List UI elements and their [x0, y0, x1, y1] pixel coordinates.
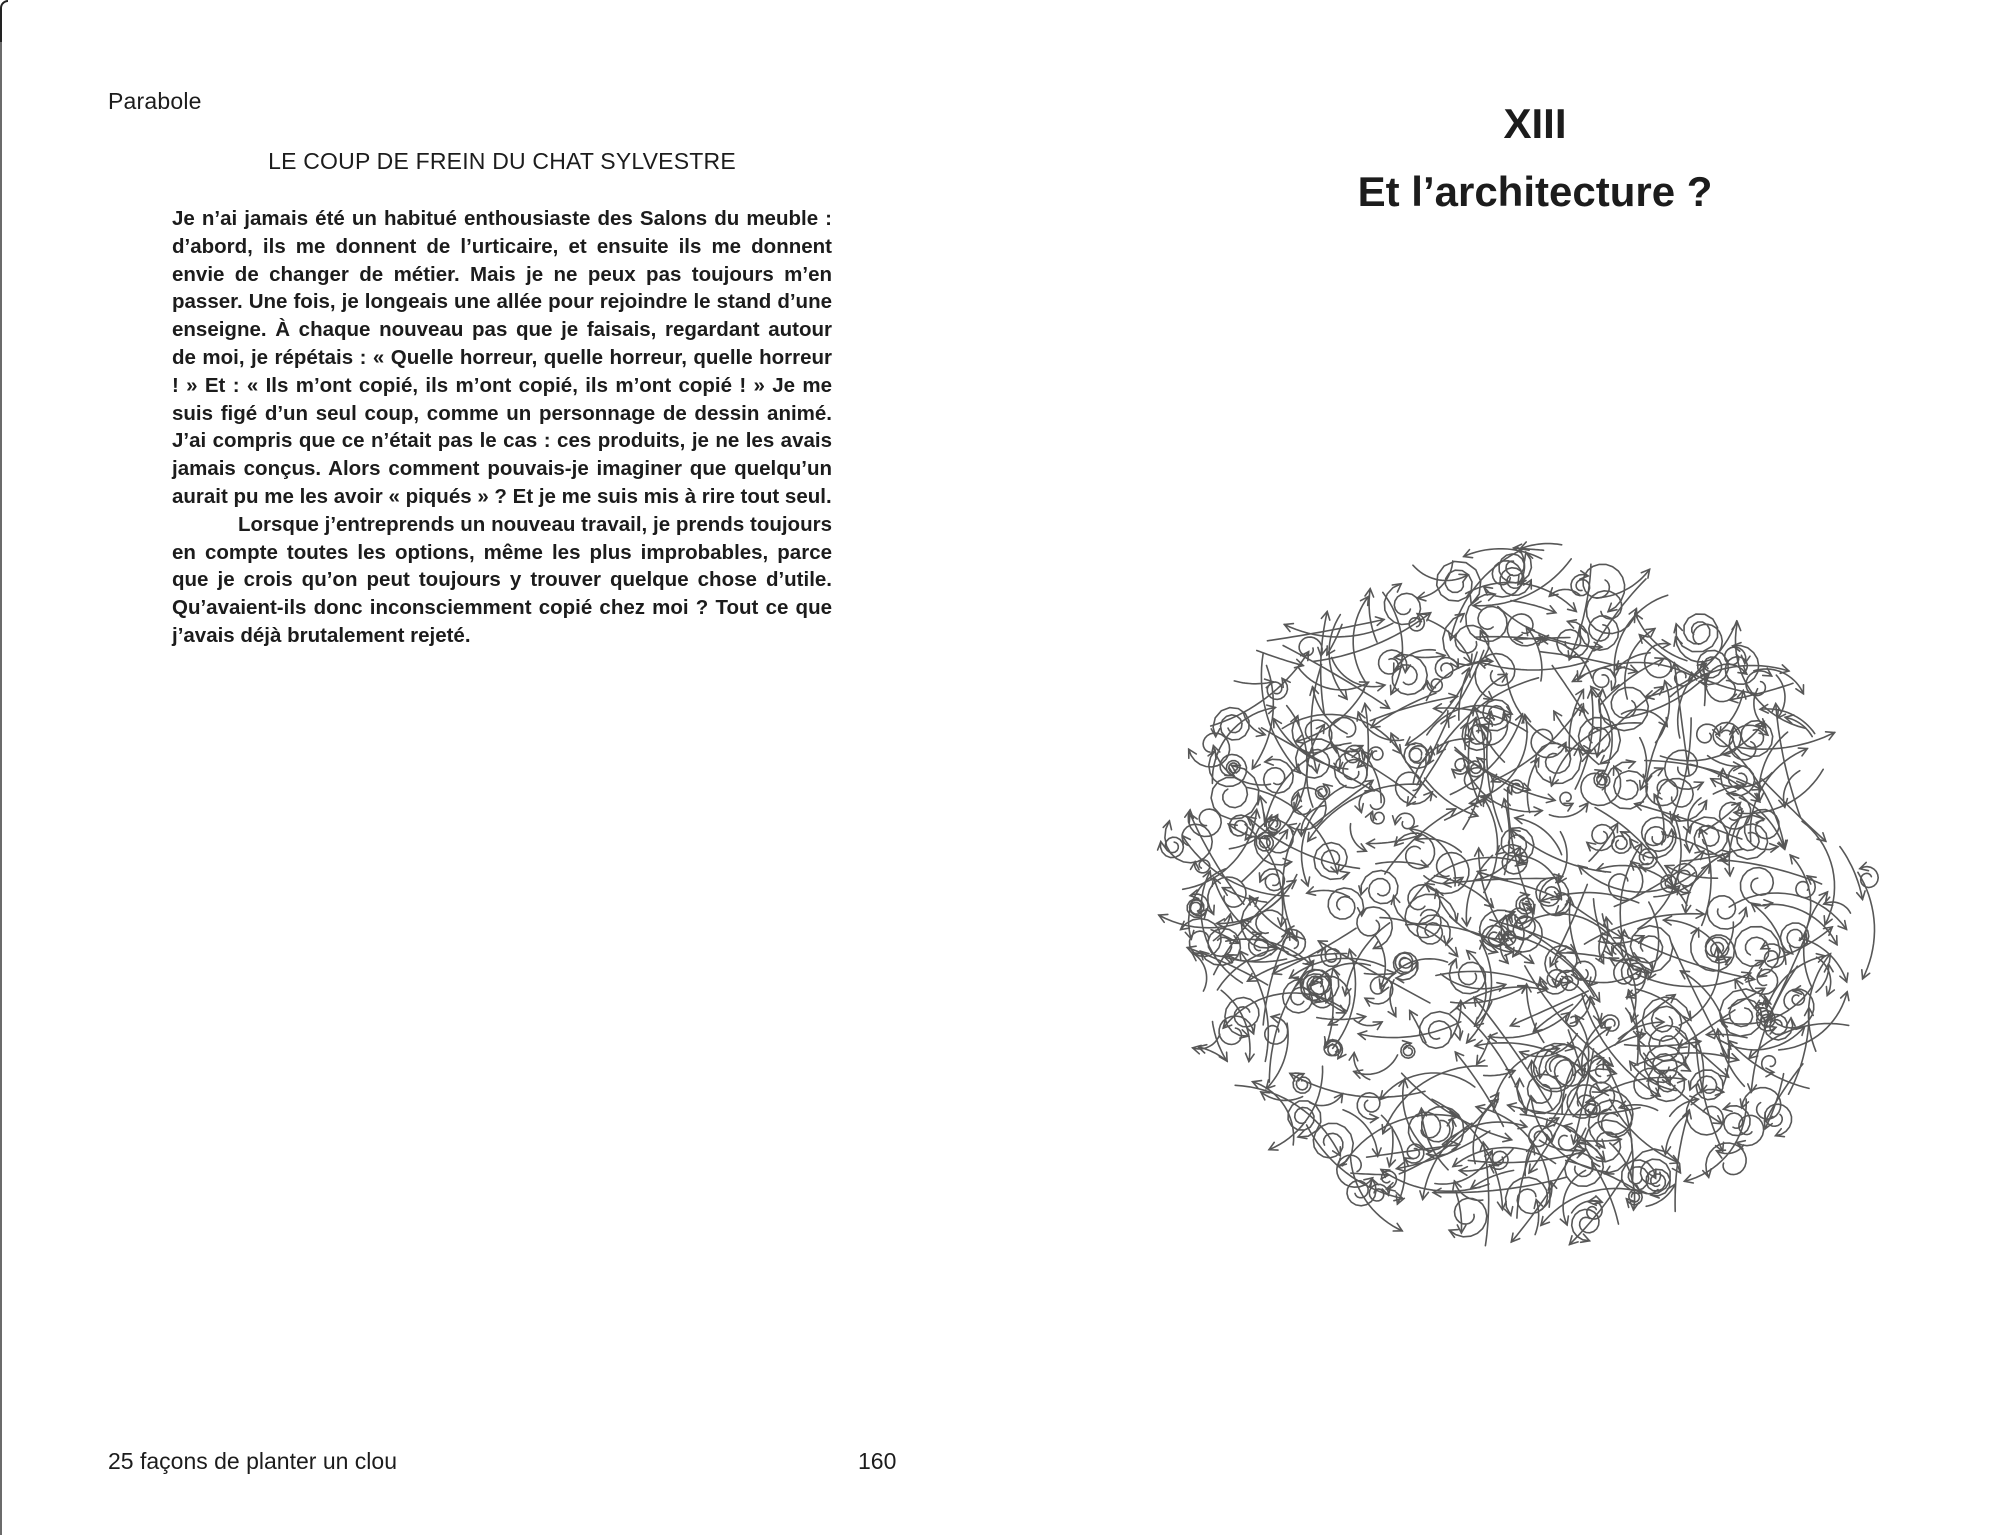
arrow-stroke — [1350, 1156, 1402, 1231]
arrow-stroke — [1353, 597, 1368, 682]
arrow-stroke — [1511, 601, 1556, 613]
arrow-stroke — [1445, 796, 1489, 821]
arrow-stroke — [1654, 794, 1664, 844]
arrow-stroke — [1476, 1107, 1550, 1207]
arrowhead — [1646, 629, 1655, 637]
arrow-stroke — [1645, 827, 1673, 852]
arrow-stroke — [1371, 693, 1436, 728]
arrow-stroke — [1741, 868, 1774, 906]
arrow-stroke — [1642, 997, 1691, 1041]
arrow-stroke — [1520, 544, 1562, 549]
arrow-stroke — [1307, 890, 1350, 897]
story-title: LE COUP DE FREIN DU CHAT SYLVESTRE — [268, 148, 736, 174]
arrow-stroke — [1413, 565, 1468, 580]
arrow-stroke — [1475, 654, 1515, 700]
arrow-stroke — [1449, 959, 1485, 994]
arrow-stroke — [1354, 1055, 1398, 1074]
arrowhead — [1626, 760, 1635, 768]
arrowhead — [1739, 908, 1747, 917]
arrow-stroke — [1380, 1073, 1475, 1100]
arrowhead — [1308, 832, 1316, 841]
arrow-stroke — [1234, 681, 1273, 684]
paragraph: Lorsque j’entreprends un nouveau travail, je prends toujours en compte toutes les options, même les plus improbables, parce que je crois qu’on peut toujours y trouver quelque chose d’utile. Qu’avaient-ils donc inconsciemment copié chez moi ? Tout ce que j’avais déjà brutalement rejeté. — [172, 512, 832, 647]
arrow-stroke — [1515, 925, 1600, 1001]
arrow-stroke — [1389, 1127, 1393, 1166]
right-page — [1000, 0, 2000, 1535]
arrow-stroke — [1449, 1198, 1487, 1237]
arrowhead — [1454, 1031, 1462, 1040]
body-text — [172, 205, 832, 650]
arrow-stroke — [1404, 1144, 1423, 1163]
arrowhead — [1581, 1234, 1590, 1242]
arrow-stroke — [1423, 1123, 1472, 1199]
arrow-stroke — [1761, 944, 1785, 967]
arrowhead — [1471, 1180, 1480, 1188]
arrow-stroke — [1581, 1139, 1621, 1141]
swirling-arrows-illustration — [1150, 535, 1885, 1255]
arrow-strokes — [1158, 542, 1879, 1246]
arrow-stroke — [1471, 1170, 1514, 1188]
arrow-stroke — [1364, 973, 1395, 974]
footer-book-title: 25 façons de planter un clou — [108, 1448, 397, 1474]
arrow-stroke — [1802, 821, 1835, 925]
arrow-stroke — [1314, 843, 1349, 880]
arrowhead — [1668, 1184, 1676, 1193]
arrow-stroke — [1479, 661, 1589, 670]
arrowhead — [1824, 897, 1833, 905]
arrow-stroke — [1337, 1155, 1373, 1187]
arrow-stroke — [1675, 1110, 1689, 1211]
arrow-stroke — [1684, 1099, 1746, 1181]
arrowhead — [1366, 811, 1374, 820]
arrow-stroke — [1324, 1040, 1342, 1059]
arrow-stroke — [1283, 646, 1389, 709]
arrow-stroke — [1299, 637, 1322, 656]
arrow-stroke — [1587, 825, 1614, 851]
arrowhead — [1359, 886, 1367, 895]
arrow-stroke — [1328, 888, 1363, 919]
arrow-stroke — [1188, 809, 1221, 836]
arrow-stroke — [1552, 666, 1584, 713]
arrow-stroke — [1676, 614, 1717, 652]
page-number: 160 — [858, 1448, 897, 1474]
arrow-stroke — [1321, 612, 1328, 716]
arrow-stroke — [1571, 575, 1590, 596]
arrowhead — [1450, 914, 1458, 923]
arrow-stroke — [1415, 655, 1445, 657]
arrowhead — [1298, 1130, 1307, 1138]
arrowhead — [1487, 592, 1496, 600]
arrow-stroke — [1376, 862, 1428, 867]
arrowhead — [1357, 844, 1366, 852]
arrowhead — [1787, 1018, 1796, 1026]
arrow-stroke — [1675, 663, 1690, 775]
arrow-stroke — [1394, 952, 1418, 980]
arrow-stroke — [1730, 683, 1794, 700]
arrow-stroke — [1451, 987, 1547, 1013]
arrowhead — [1564, 803, 1573, 811]
arrow-stroke — [1734, 927, 1780, 977]
arrow-stroke — [1316, 784, 1330, 799]
chapter-title: Et l’architecture ? — [1357, 168, 1713, 215]
arrow-stroke — [1594, 899, 1613, 956]
arrow-stroke — [1415, 839, 1461, 853]
arrow-stroke — [1527, 758, 1538, 812]
arrow-stroke — [1358, 1022, 1461, 1038]
arrowhead — [1568, 620, 1577, 628]
chapter-number: XIII — [1503, 100, 1567, 147]
running-head: Parabole — [108, 88, 202, 114]
arrow-stroke — [1165, 821, 1212, 863]
arrow-stroke — [1660, 722, 1764, 761]
arrowhead — [1674, 624, 1682, 633]
arrow-stroke — [1321, 947, 1341, 966]
paragraph: Je n’ai jamais été un habitué enthousiaste des Salons du meuble : d’abord, ils me donnent de l’urticaire, et ensuite ils me donnent envie de changer de métier. Mais je ne peux pas toujours m’en passer. Une fois, je longeais une allée pour rejoindre le stand d’une enseigne. À chaque nouveau pas que je faisais, regardant autour de moi, je répétais : « Quelle horreur, quelle horreur, quelle horreur ! » Et : « Ils m’ont copié, ils m’ont copié, ils m’ont copié ! » Je me suis figé d’un seul coup, comme un personnage de dessin animé. J’ai compris que ce n’était pas le cas : ces produits, je ne les avais jamais conçus. Alors comment pouvais-je imaginer que quelqu’un aurait pu me les avoir « piqués » ? Et je me suis mis à rire tout seul. — [172, 207, 832, 508]
arrowhead — [1381, 700, 1390, 708]
arrowhead — [1689, 1081, 1697, 1090]
arrow-stroke — [1824, 902, 1851, 913]
